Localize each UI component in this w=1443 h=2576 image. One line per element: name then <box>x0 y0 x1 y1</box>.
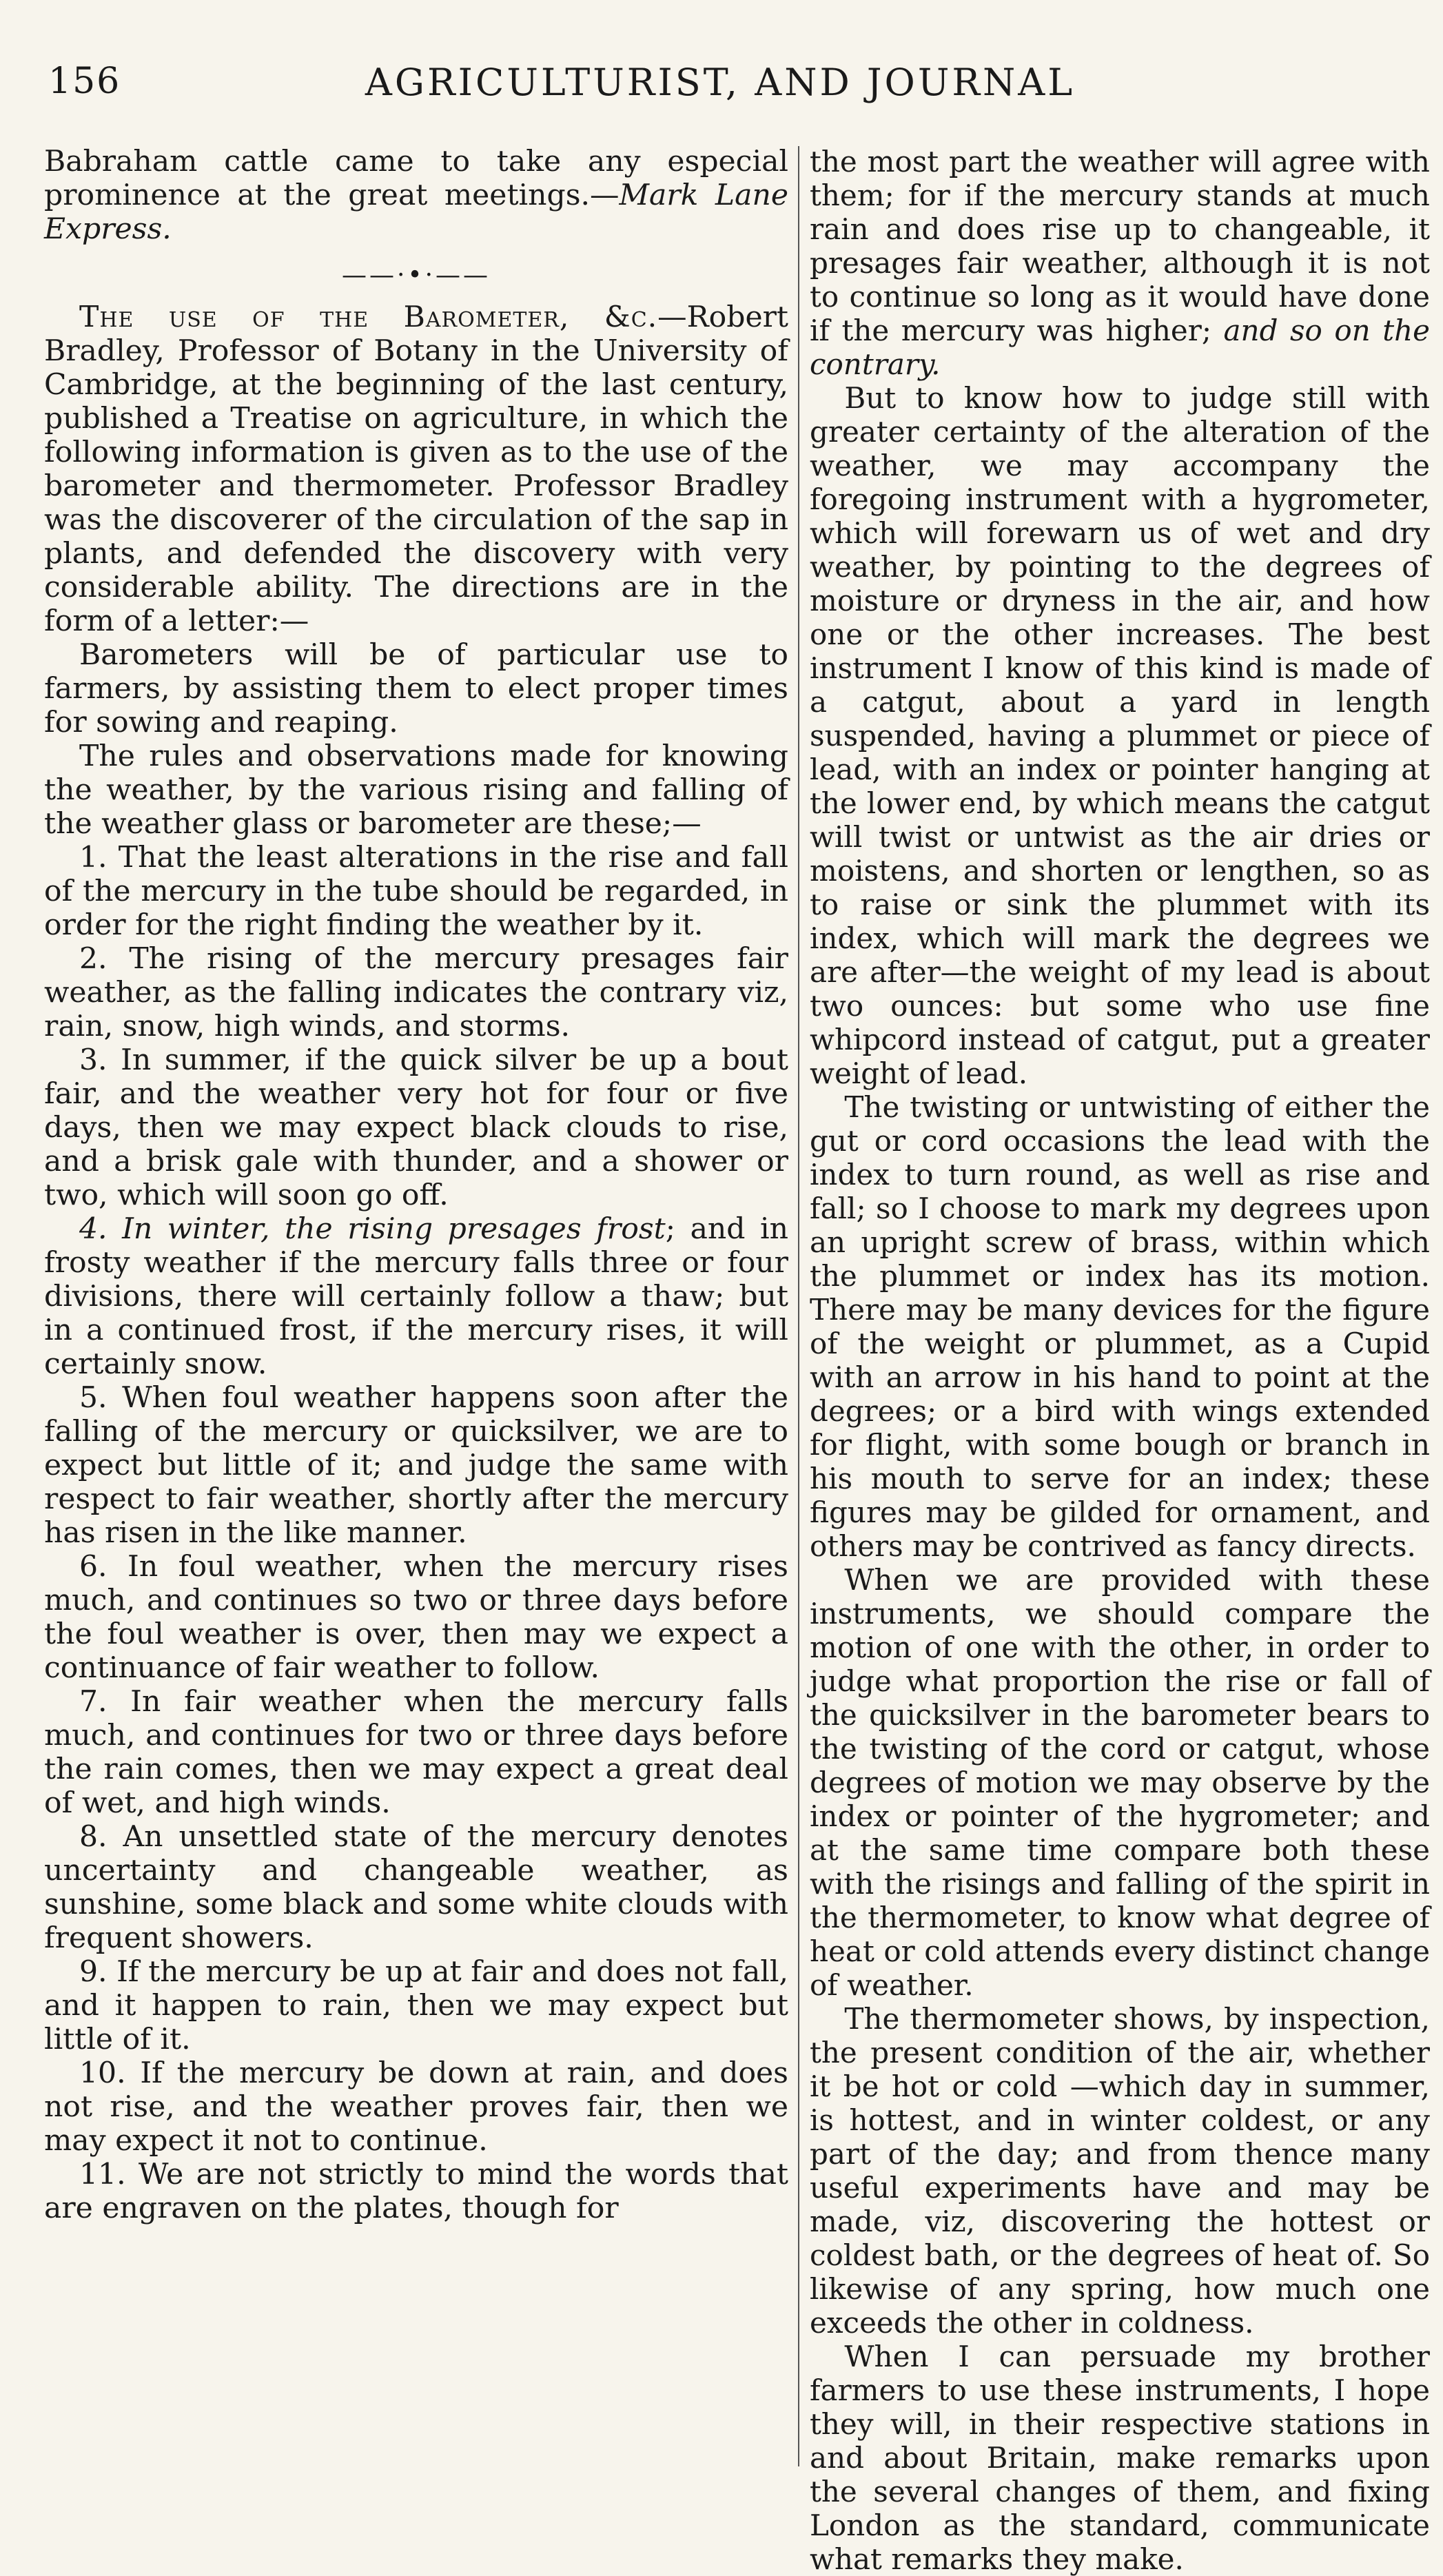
rule-2: 2. The rising of the mercury presages fair weather, as the falling indicates the contrary viz, rain, snow, high winds, and storms. <box>44 942 788 1043</box>
paragraph-plummet: The twisting or untwisting of either the gut or cord occasions the lead with the index to turn round, as well as rise and fall; so I choose to mark my degrees upon an upright screw of brass, within which the plummet or index has its motion. There may be many devices for the figure of the weight or plummet, as a Cupid with an arrow in his hand to point at the degrees; or a bird with wings extended for flight, with some bough or branch in his mouth to serve for an index; these figures may be gilded for ornament, and others may be contrived as fancy directs. <box>810 1090 1430 1563</box>
rule-3: 3. In summer, if the quick silver be up a bout fair, and the weather very hot for four or five days, then we may expect black clouds to rise, and a brisk gale with thunder, and a shower or two, which will soon go off. <box>44 1043 788 1212</box>
paragraph: Barometers will be of particular use to farmers, by assisting them to elect proper times for sowing and reaping. <box>44 638 788 739</box>
paragraph-thermometer: The thermometer shows, by inspection, the present condition of the air, whether it be hot or cold —which day in summer, is hottest, and in winter coldest, or any part of the day; and from thence many useful experiments have and may be made, viz, discovering the hottest or coldest bath, or the degrees of heat of. So likewise of any spring, how much one exceeds the other in coldness. <box>810 2002 1430 2340</box>
paragraph-hygrometer: But to know how to judge still with greater certainty of the alteration of the weather, we may accompany the foregoing instrument with a hygrometer, which will forewarn us of wet and dry weather, by pointing to the degrees of moisture or dryness in the air, and how one or the other increases. The best instrument I know of this kind is made of a catgut, about a yard in length suspended, having a plummet or piece of lead, with an index or pointer hanging at the lower end, by which means the catgut will twist or untwist as the air dries or moistens, and shorten or lengthen, so as to raise or sink the plummet with its index, which will mark the degrees we are after—the weight of my lead is about two ounces: but some who use fine whipcord instead of catgut, put a greater weight of lead. <box>810 381 1430 1090</box>
column-divider <box>798 146 799 2466</box>
article-lead: The use of the Barometer, &c. <box>79 300 658 334</box>
article-intro <box>44 300 788 638</box>
rule-8: 8. An unsettled state of the mercury denotes uncertainty and changeable weather, as sunshine, some black and some white clouds with frequent showers. <box>44 1820 788 1955</box>
left-column <box>44 145 788 2466</box>
running-title: AGRICULTURIST, AND JOURNAL <box>365 61 1076 104</box>
rule-11: 11. We are not strictly to mind the words that are engraven on the plates, though for <box>44 2158 788 2225</box>
paragraph-closing <box>44 145 788 246</box>
paragraph-closing: When I can persuade my brother farmers to use these instruments, I hope they will, in their respective stations in and about Britain, make remarks upon the several changes of them, and fixing London as the standard, communicate what remarks they make. <box>810 2340 1430 2576</box>
rule-4-text: ; and in frosty weather if the mercury falls three or four divisions, there will certainly follow a thaw; but in a continued frost, if the mercury rises, it will certainly snow. <box>44 1212 789 1381</box>
rule-7: 7. In fair weather when the mercury falls much, and continues for two or three days before the rain comes, then we may expect a great deal of wet, and high winds. <box>44 1685 788 1820</box>
section-separator: ——·•·—— <box>341 261 491 289</box>
source-credit: Mark Lane Express. <box>44 178 788 246</box>
paragraph-compare: When we are provided with these instruments, we should compare the motion of one with the other, in order to judge what proportion the rise or fall of the quicksilver in the barometer bears to the twisting of the cord or catgut, whose degrees of motion we may observe by the index or pointer of the hygrometer; and at the same time compare both these with the risings and falling of the spirit in the thermometer, to know what degree of heat or cold attends every distinct change of weather. <box>810 1563 1430 2002</box>
rule-1: 1. That the least alterations in the rise and fall of the mercury in the tube should be regarded, in order for the right finding the weather by it. <box>44 841 788 942</box>
paragraph-text: Babraham cattle came to take any especial prominence at the great meetings.— <box>44 145 788 212</box>
paragraph-italic: and so on the contrary. <box>810 314 1430 381</box>
page-number: 156 <box>48 61 121 102</box>
page-header <box>48 61 1392 123</box>
right-column <box>810 145 1430 2576</box>
paragraph-text: the most part the weather will agree with them; for if the mercury stands at much rain and does rise up to changeable, it presages fair weather, although it is not to continue so long as it would have done if the mercury was higher; <box>810 145 1430 347</box>
paragraph: The rules and observations made for knowing the weather, by the various rising and falling of the weather glass or barometer are these;— <box>44 739 788 841</box>
rule-9: 9. If the mercury be up at fair and does not fall, and it happen to rain, then we may expect but little of it. <box>44 1955 788 2056</box>
paragraph-continued <box>810 145 1430 381</box>
rule-4 <box>44 1212 788 1381</box>
article-intro-text: —Robert Bradley, Professor of Botany in the University of Cambridge, at the beginning of the last century, published a Treatise on agriculture, in which the following information is given as to the use of the barometer and thermometer. Professor Bradley was the discoverer of the circulation of the sap in plants, and defended the discovery with very considerable ability. The directions are in the form of a letter:— <box>44 300 788 638</box>
rule-10: 10. If the mercury be down at rain, and does not rise, and the weather proves fair, then we may expect it not to continue. <box>44 2056 788 2158</box>
rule-5: 5. When foul weather happens soon after the falling of the mercury or quicksilver, we are to expect but little of it; and judge the same with respect to fair weather, shortly after the mercury has risen in the like manner. <box>44 1381 788 1550</box>
rule-6: 6. In foul weather, when the mercury rises much, and continues so two or three days before the foul weather is over, then may we expect a continuance of fair weather to follow. <box>44 1550 788 1685</box>
rule-4-italic: 4. In winter, the rising presages frost <box>79 1212 666 1246</box>
